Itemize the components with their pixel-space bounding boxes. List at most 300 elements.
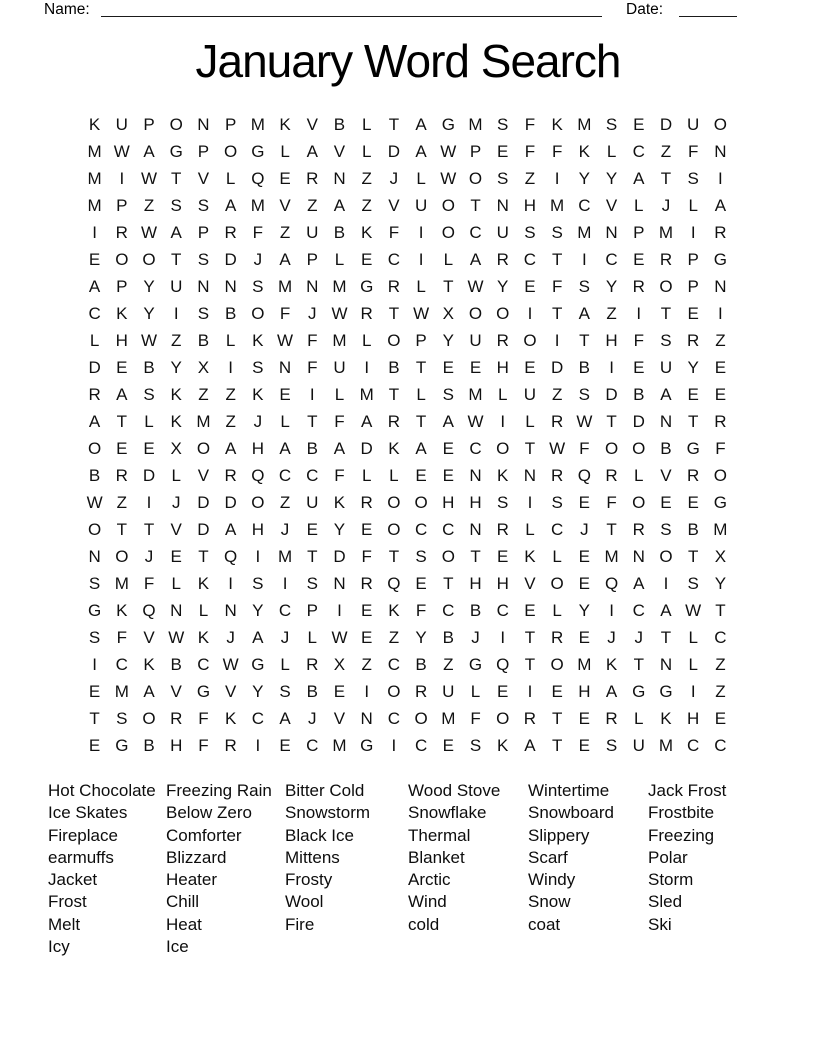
grid-cell: B	[442, 628, 454, 647]
word-item: Freezing	[648, 825, 715, 845]
grid-cell: P	[415, 331, 427, 350]
grid-cell: L	[198, 601, 209, 620]
grid-cell: V	[333, 709, 346, 728]
grid-cell: S	[687, 574, 699, 593]
grid-cell: L	[525, 412, 535, 431]
grid-cell: H	[687, 709, 700, 728]
grid-cell: L	[171, 466, 181, 485]
grid-cell: A	[578, 304, 591, 323]
word-item: Wood Stove	[408, 781, 501, 800]
grid-cell: X	[333, 655, 346, 674]
grid-cell: Z	[279, 223, 291, 242]
grid-cell: K	[524, 547, 536, 566]
grid-cell: F	[551, 277, 563, 296]
grid-cell: Y	[714, 574, 727, 593]
grid-cell: U	[442, 682, 455, 701]
grid-cell: V	[306, 115, 318, 134]
grid-cell: U	[115, 115, 128, 134]
word-item: Thermal	[408, 825, 471, 845]
grid-cell: E	[578, 547, 591, 566]
grid-cell: F	[334, 466, 345, 485]
grid-cell: N	[170, 601, 183, 620]
grid-cell: Z	[443, 655, 454, 674]
grid-cell: V	[143, 628, 155, 647]
grid-cell: S	[252, 358, 264, 377]
grid-cell: R	[360, 574, 373, 593]
grid-cell: K	[88, 115, 101, 134]
grid-cell: I	[228, 358, 233, 377]
grid-cell: F	[198, 736, 209, 755]
grid-cell: Z	[225, 412, 236, 431]
word-list-column	[48, 780, 166, 958]
grid-cell: J	[226, 628, 235, 647]
grid-cell: Z	[606, 304, 617, 323]
grid-cell: O	[632, 439, 646, 458]
grid-cell: E	[714, 385, 727, 404]
grid-cell: Y	[605, 169, 618, 188]
grid-cell: I	[418, 223, 424, 242]
word-item: Ice Skates	[48, 803, 128, 823]
grid-cell: O	[142, 709, 156, 728]
word-item: earmuffs	[48, 847, 114, 867]
grid-cell: A	[88, 277, 101, 296]
grid-cell: L	[144, 412, 154, 431]
grid-cell: D	[197, 520, 210, 539]
grid-cell: E	[551, 682, 563, 701]
grid-cell: L	[307, 628, 317, 647]
grid-cell: K	[116, 304, 128, 323]
grid-cell: L	[280, 655, 290, 674]
grid-cell: C	[442, 601, 455, 620]
grid-cell: F	[361, 547, 372, 566]
grid-cell: I	[690, 223, 696, 242]
grid-cell: P	[687, 250, 699, 269]
word-item: Icy	[48, 937, 70, 957]
grid-cell: E	[687, 493, 699, 512]
grid-cell: M	[114, 682, 129, 701]
grid-cell: L	[634, 466, 644, 485]
grid-cell: I	[309, 385, 315, 404]
grid-cell: R	[496, 331, 509, 350]
grid-cell: F	[524, 142, 536, 161]
grid-cell: G	[686, 439, 700, 458]
grid-cell: Y	[442, 331, 454, 350]
grid-cell: P	[116, 196, 128, 215]
grid-cell: W	[222, 655, 239, 674]
grid-cell: F	[470, 709, 481, 728]
grid-cell: E	[361, 628, 373, 647]
grid-cell: E	[524, 358, 536, 377]
grid-cell: O	[251, 493, 265, 512]
grid-cell: S	[88, 628, 101, 647]
grid-cell: C	[306, 736, 319, 755]
grid-cell: L	[89, 331, 100, 350]
grid-cell: O	[659, 547, 673, 566]
grid-cell: H	[442, 493, 455, 512]
grid-cell: I	[527, 304, 533, 323]
grid-cell: P	[306, 601, 318, 620]
grid-cell: C	[714, 628, 727, 647]
grid-cell: N	[306, 277, 319, 296]
grid-cell: E	[88, 250, 101, 269]
grid-cell: M	[332, 331, 347, 350]
grid-cell: M	[250, 196, 265, 215]
grid-cell: E	[143, 439, 155, 458]
grid-cell: I	[581, 250, 587, 269]
grid-cell: K	[388, 439, 400, 458]
grid-cell: T	[198, 547, 209, 566]
grid-cell: T	[388, 115, 400, 134]
word-item: Hot Chocolate	[48, 781, 156, 800]
grid-cell: O	[387, 331, 401, 350]
grid-cell: W	[685, 601, 702, 620]
grid-cell: A	[660, 601, 672, 620]
grid-cell: I	[255, 547, 261, 566]
grid-cell: A	[633, 169, 645, 188]
grid-cell: Y	[333, 520, 346, 539]
grid-cell: Z	[143, 196, 155, 215]
grid-cell: X	[442, 304, 454, 323]
grid-cell: Z	[307, 196, 318, 215]
grid-cell: Y	[252, 682, 264, 701]
grid-cell: W	[140, 169, 158, 188]
grid-cell: J	[661, 196, 671, 215]
grid-cell: B	[224, 304, 237, 323]
grid-cell: E	[116, 358, 128, 377]
grid-cell: L	[361, 142, 372, 161]
grid-cell: M	[658, 223, 674, 242]
grid-cell: M	[277, 277, 293, 296]
word-item: coat	[528, 914, 561, 934]
grid-cell: A	[224, 439, 237, 458]
grid-cell: T	[633, 655, 644, 674]
grid-cell: T	[660, 304, 672, 323]
grid-cell: Z	[171, 331, 182, 350]
grid-cell: M	[277, 547, 293, 566]
grid-cell: M	[250, 115, 265, 134]
grid-cell: R	[115, 466, 128, 485]
grid-cell: B	[578, 358, 591, 377]
grid-cell: D	[142, 466, 156, 485]
grid-cell: O	[496, 439, 510, 458]
word-list-column	[166, 780, 285, 958]
grid-cell: O	[468, 169, 483, 188]
grid-cell: S	[116, 709, 128, 728]
grid-cell: S	[497, 169, 509, 188]
word-item: Snowflake	[408, 803, 487, 823]
grid-cell: E	[633, 358, 645, 377]
grid-cell: N	[632, 547, 645, 566]
grid-cell: T	[606, 412, 617, 431]
grid-cell: Z	[388, 628, 400, 647]
grid-cell: S	[442, 385, 454, 404]
grid-cell: E	[442, 358, 454, 377]
grid-cell: A	[116, 385, 128, 404]
grid-cell: E	[687, 304, 699, 323]
grid-cell: H	[496, 574, 509, 593]
grid-cell: J	[171, 493, 181, 512]
name-fill-line	[101, 0, 602, 17]
grid-cell: O	[115, 547, 129, 566]
grid-cell: T	[470, 547, 481, 566]
grid-cell: M	[577, 115, 592, 134]
grid-cell: U	[333, 358, 346, 377]
grid-cell: W	[576, 412, 593, 431]
grid-cell: Q	[251, 466, 265, 485]
grid-cell: D	[605, 385, 618, 404]
grid-cell: M	[577, 655, 592, 674]
word-item: Chill	[166, 892, 200, 912]
grid-cell: E	[578, 574, 591, 593]
grid-cell: A	[660, 385, 672, 404]
grid-cell: F	[715, 439, 726, 458]
grid-cell: O	[441, 196, 455, 215]
grid-cell: L	[280, 412, 290, 431]
grid-cell: I	[337, 601, 342, 620]
grid-cell: I	[228, 574, 233, 593]
letter-grid	[81, 111, 734, 760]
grid-cell: D	[197, 493, 210, 512]
grid-cell: O	[468, 304, 483, 323]
word-item: Scarf	[528, 847, 568, 867]
grid-cell: O	[87, 439, 102, 458]
grid-cell: C	[278, 601, 292, 620]
grid-cell: X	[197, 358, 210, 377]
grid-cell: E	[714, 709, 727, 728]
grid-cell: E	[279, 169, 291, 188]
grid-cell: C	[605, 250, 618, 269]
grid-cell: N	[469, 466, 482, 485]
grid-cell: T	[715, 601, 726, 620]
grid-cell: L	[497, 385, 508, 404]
grid-cell: B	[687, 520, 699, 539]
grid-cell: B	[143, 358, 155, 377]
grid-cell: A	[279, 250, 291, 269]
grid-cell: Y	[578, 601, 591, 620]
grid-cell: Z	[361, 196, 372, 215]
grid-cell: B	[660, 439, 672, 458]
grid-cell: F	[279, 304, 291, 323]
grid-cell: J	[607, 628, 616, 647]
grid-cell: B	[88, 466, 101, 485]
grid-cell: R	[632, 520, 645, 539]
grid-cell: I	[609, 358, 614, 377]
grid-cell: L	[634, 196, 644, 215]
grid-cell: R	[632, 277, 645, 296]
grid-cell: P	[224, 115, 237, 134]
grid-cell: A	[224, 196, 237, 215]
grid-cell: C	[578, 196, 591, 215]
grid-cell: J	[634, 628, 644, 647]
grid-cell: W	[467, 412, 484, 431]
grid-cell: E	[361, 520, 373, 539]
grid-cell: C	[687, 736, 700, 755]
grid-cell: O	[496, 304, 510, 323]
grid-cell: R	[551, 466, 564, 485]
grid-cell: R	[605, 466, 618, 485]
grid-cell: T	[660, 628, 672, 647]
grid-cell: E	[279, 385, 291, 404]
word-item: cold	[408, 914, 440, 934]
grid-cell: I	[92, 655, 97, 674]
grid-cell: K	[497, 466, 509, 485]
grid-cell: K	[170, 385, 182, 404]
grid-cell: F	[687, 142, 699, 161]
grid-cell: M	[577, 223, 592, 242]
grid-cell: O	[550, 655, 564, 674]
grid-cell: M	[332, 736, 347, 755]
grid-cell: E	[524, 277, 536, 296]
grid-cell: S	[524, 223, 536, 242]
grid-cell: K	[388, 601, 400, 620]
grid-cell: B	[469, 601, 482, 620]
grid-cell: G	[251, 142, 265, 161]
grid-cell: R	[551, 412, 564, 431]
grid-cell: J	[280, 628, 290, 647]
grid-cell: S	[660, 331, 672, 350]
grid-cell: V	[170, 682, 182, 701]
grid-cell: I	[500, 412, 506, 431]
grid-cell: F	[551, 142, 563, 161]
grid-cell: I	[690, 682, 696, 701]
grid-cell: G	[360, 277, 374, 296]
grid-cell: P	[143, 115, 155, 134]
grid-cell: S	[88, 574, 101, 593]
grid-cell: T	[143, 520, 155, 539]
grid-cell: F	[252, 223, 264, 242]
word-item: Jacket	[48, 870, 98, 890]
grid-cell: L	[634, 709, 644, 728]
word-item: Freezing Rain	[166, 781, 272, 800]
grid-cell: L	[688, 628, 698, 647]
grid-cell: S	[687, 169, 699, 188]
grid-cell: A	[415, 115, 427, 134]
grid-cell: I	[173, 304, 179, 323]
grid-cell: L	[334, 250, 345, 269]
grid-cell: L	[225, 331, 236, 350]
grid-cell: P	[306, 250, 318, 269]
grid-cell: L	[361, 331, 372, 350]
grid-cell: J	[308, 304, 317, 323]
grid-cell: F	[524, 115, 536, 134]
grid-cell: N	[469, 520, 482, 539]
grid-cell: E	[633, 115, 645, 134]
grid-cell: I	[282, 574, 288, 593]
grid-cell: J	[253, 412, 263, 431]
grid-cell: J	[471, 628, 480, 647]
grid-cell: E	[279, 736, 291, 755]
grid-cell: E	[415, 574, 427, 593]
grid-cell: T	[388, 547, 400, 566]
grid-cell: I	[500, 628, 506, 647]
grid-cell: G	[87, 601, 102, 620]
grid-cell: N	[88, 547, 101, 566]
grid-cell: H	[115, 331, 128, 350]
grid-cell: D	[88, 358, 101, 377]
grid-cell: H	[469, 493, 482, 512]
grid-cell: L	[389, 466, 399, 485]
word-item: Ski	[648, 914, 672, 934]
grid-cell: R	[551, 628, 564, 647]
grid-cell: N	[659, 655, 673, 674]
word-item: Snow	[528, 892, 571, 912]
grid-cell: H	[578, 682, 591, 701]
grid-cell: N	[523, 466, 537, 485]
grid-cell: K	[361, 223, 373, 242]
grid-cell: V	[279, 196, 291, 215]
grid-cell: T	[171, 169, 182, 188]
grid-cell: W	[277, 331, 294, 350]
grid-cell: T	[687, 547, 699, 566]
grid-cell: C	[442, 520, 455, 539]
grid-cell: S	[551, 223, 563, 242]
date-fill-line	[679, 0, 737, 17]
grid-cell: V	[197, 466, 210, 485]
grid-cell: E	[170, 547, 182, 566]
grid-cell: D	[632, 412, 645, 431]
grid-cell: F	[388, 223, 400, 242]
grid-cell: Z	[660, 142, 672, 161]
grid-cell: G	[251, 655, 265, 674]
grid-cell: Z	[551, 385, 563, 404]
grid-cell: B	[415, 655, 427, 674]
grid-cell: W	[467, 277, 484, 296]
grid-cell: Z	[715, 682, 726, 701]
grid-cell: C	[115, 655, 128, 674]
grid-cell: W	[549, 439, 566, 458]
grid-cell: E	[578, 628, 591, 647]
grid-cell: O	[387, 520, 401, 539]
grid-cell: N	[333, 574, 346, 593]
grid-cell: E	[497, 682, 509, 701]
grid-cell: S	[605, 115, 618, 134]
grid-cell: E	[442, 736, 454, 755]
grid-cell: M	[713, 520, 728, 539]
grid-cell: O	[115, 250, 129, 269]
grid-cell: N	[714, 277, 727, 296]
grid-cell: T	[551, 250, 563, 269]
grid-cell: O	[87, 520, 102, 539]
grid-cell: S	[469, 736, 482, 755]
grid-cell: H	[605, 331, 618, 350]
grid-cell: L	[225, 169, 236, 188]
grid-cell: Y	[497, 277, 509, 296]
grid-cell: G	[468, 655, 483, 674]
grid-cell: R	[224, 736, 237, 755]
grid-cell: L	[416, 385, 426, 404]
grid-cell: G	[632, 682, 646, 701]
grid-cell: B	[306, 439, 318, 458]
word-item: Blanket	[408, 847, 465, 867]
grid-cell: C	[469, 223, 482, 242]
grid-cell: B	[388, 358, 400, 377]
grid-cell: C	[197, 655, 210, 674]
grid-cell: N	[333, 169, 346, 188]
grid-cell: R	[387, 277, 401, 296]
word-list-column	[408, 780, 528, 958]
grid-cell: R	[659, 250, 673, 269]
grid-cell: T	[606, 520, 617, 539]
grid-cell: B	[633, 385, 645, 404]
grid-cell: C	[632, 142, 645, 161]
grid-cell: A	[469, 250, 482, 269]
grid-cell: A	[524, 736, 536, 755]
grid-cell: T	[307, 547, 318, 566]
grid-cell: K	[170, 412, 182, 431]
grid-cell: S	[578, 277, 591, 296]
grid-cell: R	[687, 331, 700, 350]
grid-cell: Y	[605, 277, 618, 296]
